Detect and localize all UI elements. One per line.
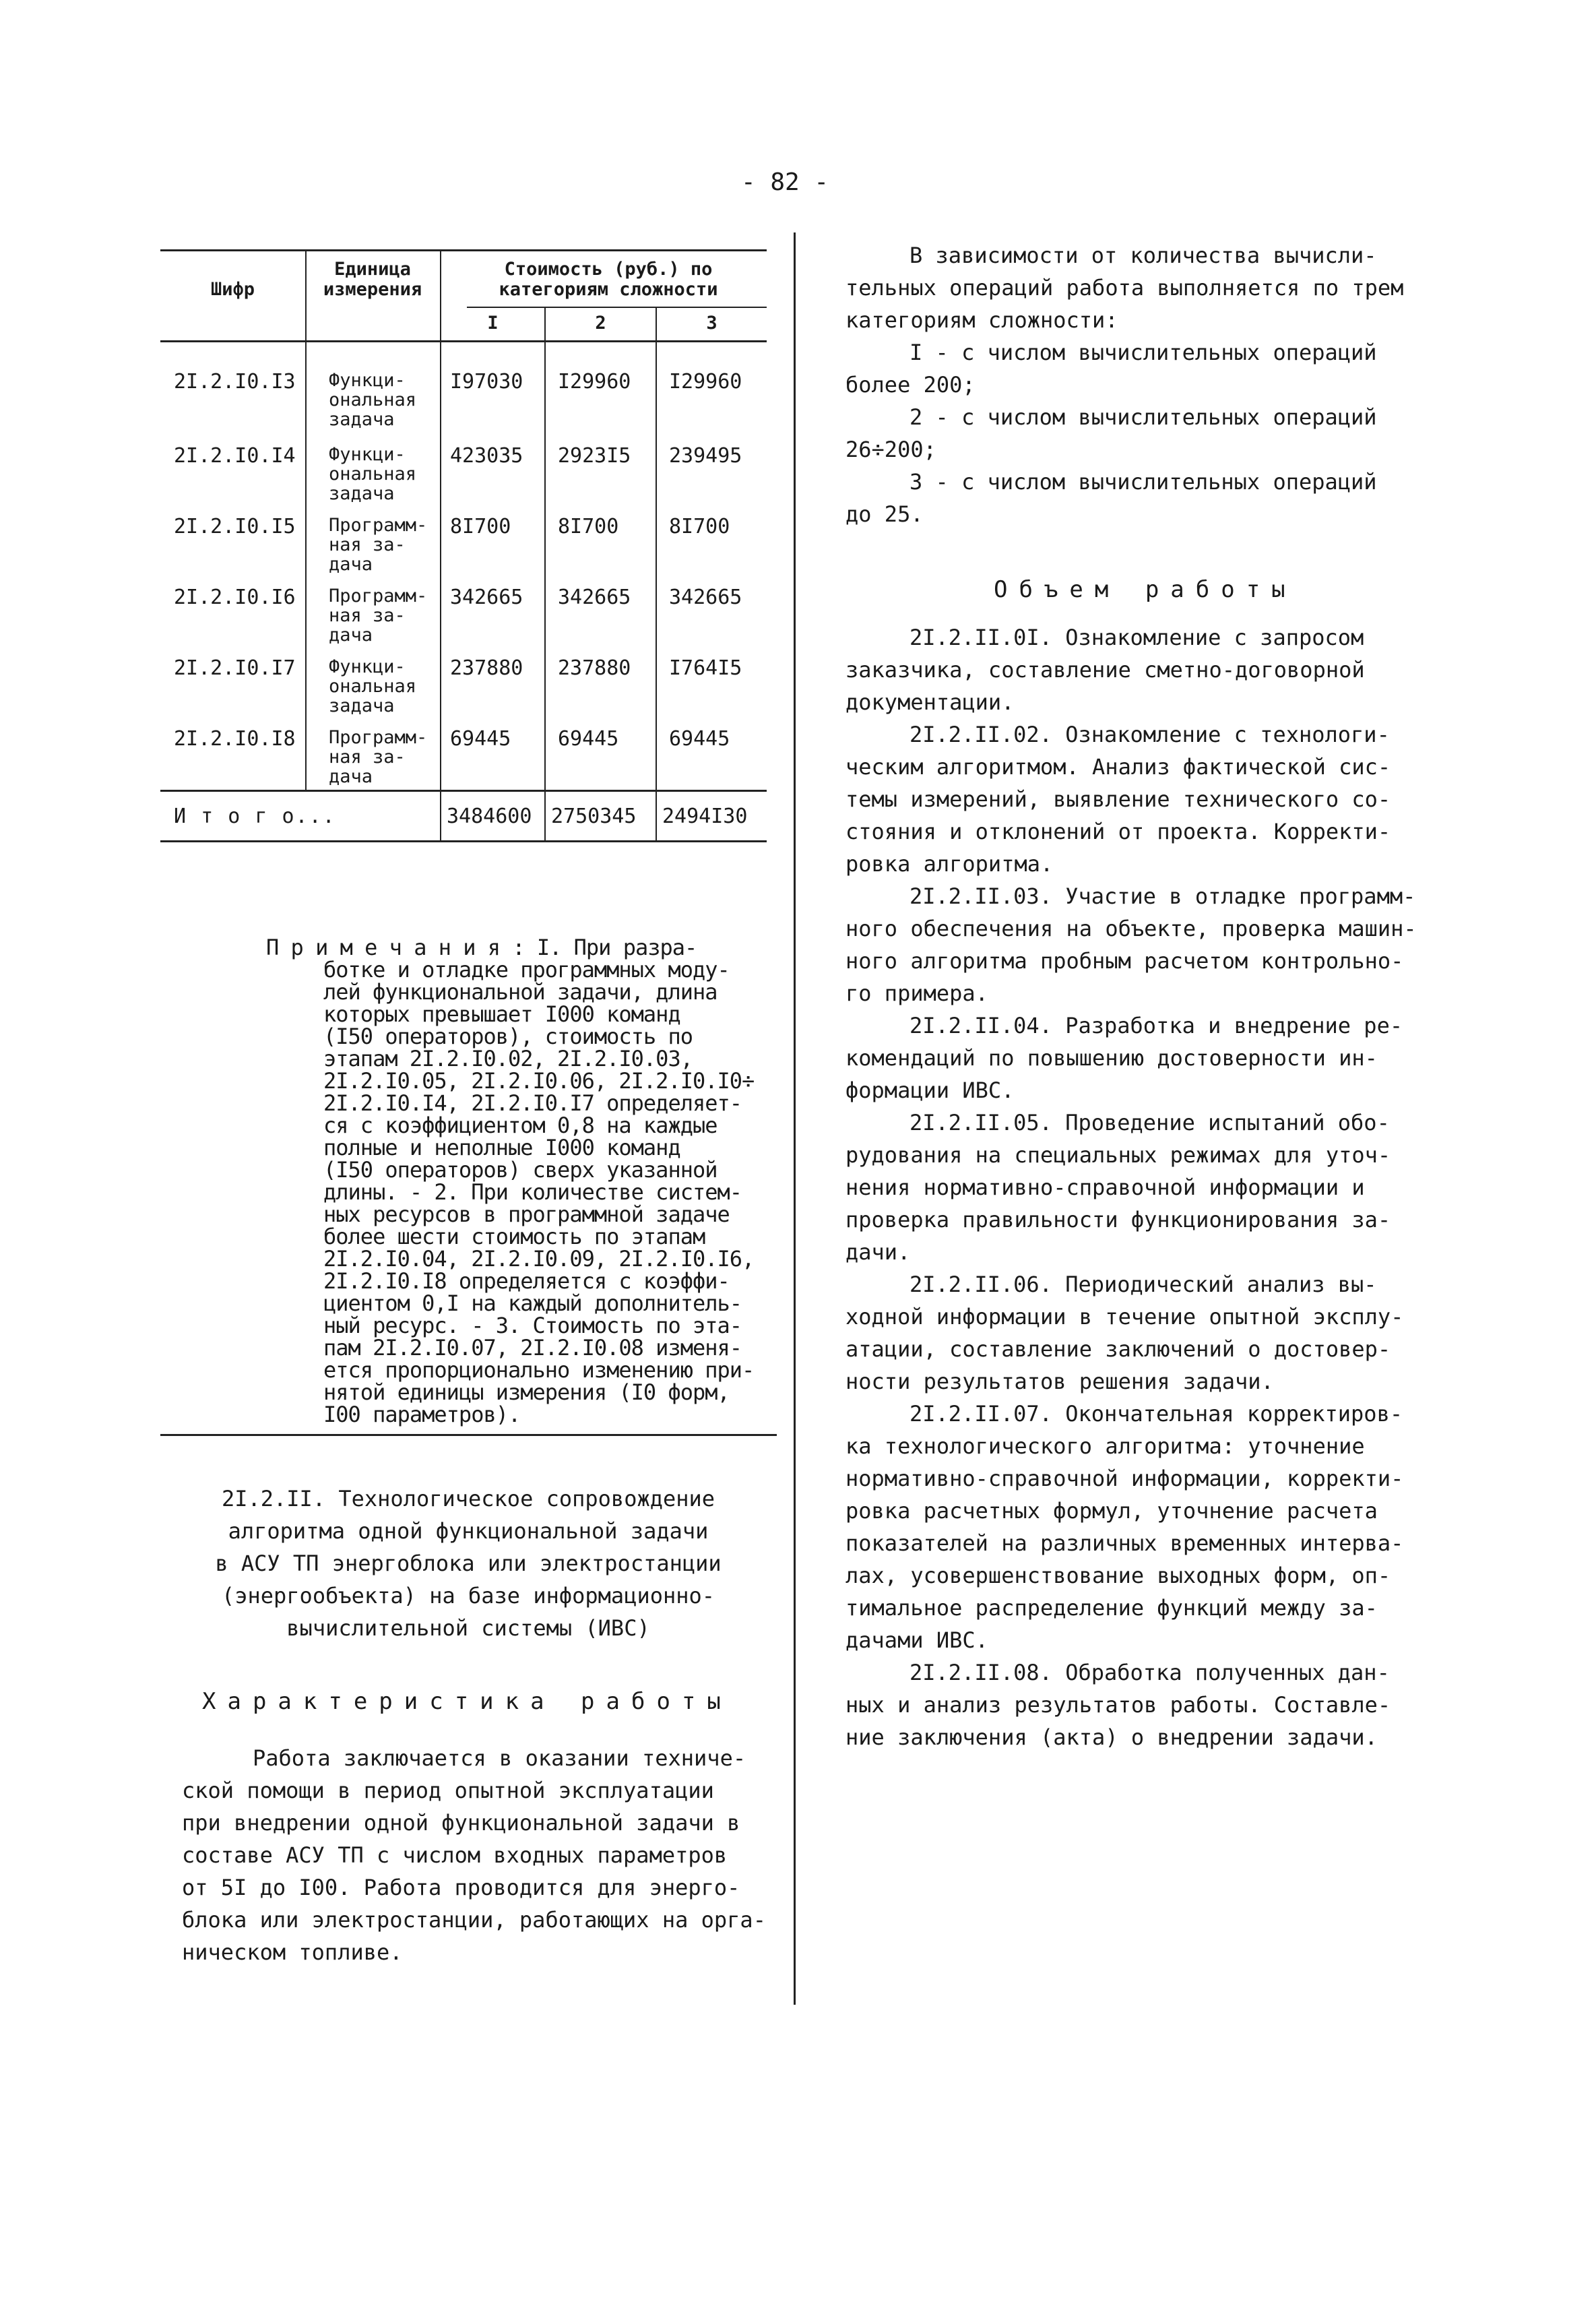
text-line: тельных операций работа выполняется по трем [845, 275, 1404, 301]
text-line: лах, усовершенствование выходных форм, оп- [845, 1563, 1391, 1588]
section-title-line: алгоритма одной функциональной задачи [228, 1518, 709, 1544]
notes-bottom-rule [160, 1434, 777, 1436]
table-total-c2: 2750345 [551, 805, 637, 828]
table-total-c3: 2494I30 [662, 805, 748, 828]
text-line: го примера. [845, 980, 988, 1006]
section-title-line: в АСУ ТП энергоблока или электростанции [215, 1551, 722, 1576]
table-header-cat-3: 3 [706, 313, 717, 334]
table-cell-c1: 423035 [450, 444, 523, 468]
text-line: нения нормативно-справочной информации и [845, 1175, 1365, 1200]
note-line: ный ресурс. - 3. Стоимость по эта- [323, 1313, 742, 1338]
table-header-code: Шифр [210, 279, 255, 300]
text-line: 2 - с числом вычислительных операций [909, 404, 1377, 430]
text-line: В зависимости от количества вычисли- [909, 243, 1377, 268]
text-line: 2I.2.II.03. Участие в отладке программ- [909, 883, 1416, 909]
note-line: 2I.2.I0.04, 2I.2.I0.09, 2I.2.I0.I6, [323, 1246, 755, 1272]
unit-line: ная за- [329, 605, 406, 626]
scope-of-work [845, 621, 1452, 1753]
text-line: ходной информации в течение опытной эксплу- [845, 1304, 1404, 1330]
unit-line: дача [329, 625, 373, 646]
unit-line: ональная [329, 389, 417, 410]
text-line: 2I.2.II.04. Разработка и внедрение ре- [909, 1013, 1403, 1038]
note-line: более шести стоимость по этапам [323, 1224, 705, 1249]
unit-line: дача [329, 766, 373, 787]
complexity-categories [845, 239, 1452, 530]
unit-line: ональная [329, 676, 417, 697]
table-cell-c2: 69445 [558, 727, 619, 751]
text-line: ных и анализ результатов работы. Составле- [845, 1692, 1391, 1718]
unit-line: Функци- [329, 370, 406, 391]
table-header-cost: Стоимость (руб.) по категориям сложности [499, 259, 718, 300]
text-line: ка технологического алгоритма: уточнение [845, 1433, 1365, 1459]
note-line: (I50 операторов), стоимость по [323, 1024, 693, 1049]
text-line: 2I.2.II.0I. Ознакомление с запросом [909, 625, 1364, 650]
table-row-unit [329, 445, 416, 503]
table-total-top-rule [160, 790, 767, 792]
text-line: ровка расчетных формул, уточнение расчета [845, 1498, 1378, 1524]
cost-table [160, 249, 770, 842]
text-line: 2I.2.II.07. Окончательная корректиров- [909, 1401, 1403, 1427]
text-line: заказчика, составление сметно-договорной [845, 657, 1365, 683]
note-line: полные и неполные I000 команд [323, 1135, 680, 1160]
table-header-cat-2: 2 [595, 313, 606, 334]
note-line: 2I.2.I0.I4, 2I.2.I0.I7 определяет- [323, 1090, 742, 1116]
section-title-line: 2I.2.II. Технологическое сопровождение [221, 1486, 715, 1511]
text-line: рудования на специальных режимах для уточ- [845, 1142, 1391, 1168]
table-notes [266, 937, 798, 1426]
table-total-label: И т о г о... [174, 805, 336, 828]
text-line: темы измерений, выявление технического со- [845, 786, 1391, 812]
table-cell-c3: 69445 [669, 727, 730, 751]
note-line: которых превышает I000 команд [323, 1001, 680, 1027]
unit-line: ная за- [329, 747, 406, 768]
section-title [162, 1482, 775, 1644]
text-line: ской помощи в период опытной эксплуатации [182, 1778, 714, 1803]
table-cell-c1: 237880 [450, 656, 523, 680]
table-vline-3 [544, 307, 546, 842]
note-line: I00 параметров). [323, 1402, 521, 1427]
unit-line: Функци- [329, 444, 406, 465]
note-line: 2I.2.I0.05, 2I.2.I0.06, 2I.2.I0.I0÷ [323, 1068, 755, 1094]
table-vline-4 [656, 307, 657, 842]
text-line: 2I.2.II.02. Ознакомление с технологи- [909, 722, 1390, 747]
note-line: 2I.2.I0.I8 определяется с коэффи- [323, 1268, 730, 1294]
unit-line: ная за- [329, 534, 406, 555]
text-line: при внедрении одной функциональной задачи в [182, 1810, 740, 1836]
table-cell-c2: 2923I5 [558, 444, 631, 468]
section-title-line: (энергообъекта) на базе информационно- [221, 1583, 715, 1609]
table-vline-1 [305, 249, 307, 790]
text-line: ческим алгоритмом. Анализ фактической сис- [845, 754, 1391, 780]
table-total-c1: 3484600 [447, 805, 532, 828]
text-line: дачи. [845, 1239, 911, 1265]
table-top-rule [160, 249, 767, 251]
text-line: Работа заключается в оказании техниче- [253, 1745, 746, 1771]
table-row-code: 2I.2.I0.I3 [174, 370, 296, 394]
note-line: ных ресурсов в программной задаче [323, 1201, 730, 1227]
text-line: комендаций по повышению достоверности ин- [845, 1045, 1378, 1071]
text-line: до 25. [845, 501, 924, 527]
text-line: 3 - с числом вычислительных операций [909, 469, 1377, 495]
text-line: ровка алгоритма. [845, 851, 1054, 877]
scope-heading: Объем работы [994, 576, 1297, 603]
text-line: формации ИВС. [845, 1078, 1015, 1103]
table-header-unit: Единица измерения [323, 259, 422, 300]
table-row-unit [329, 657, 416, 716]
table-cell-c1: 69445 [450, 727, 511, 751]
characteristics-text [182, 1742, 788, 1968]
table-cell-c2: I29960 [558, 370, 631, 394]
unit-line: задача [329, 695, 395, 716]
text-line: ническом топливе. [182, 1939, 403, 1965]
unit-line: ональная [329, 464, 417, 485]
table-row-code: 2I.2.I0.I5 [174, 515, 296, 538]
note-line: циентом 0,I на каждый дополнитель- [323, 1290, 742, 1316]
unit-line: дача [329, 554, 373, 575]
section-title-line: вычислительной системы (ИВС) [286, 1615, 650, 1641]
characteristics-heading: Характеристика работы [202, 1688, 732, 1715]
text-line: документации. [845, 689, 1015, 715]
unit-line: Программ- [329, 515, 428, 536]
table-vline-2 [440, 249, 441, 842]
table-row-code: 2I.2.I0.I8 [174, 727, 296, 751]
table-cell-c2: 8I700 [558, 515, 619, 538]
text-line: 2I.2.II.08. Обработка полученных дан- [909, 1660, 1390, 1685]
text-line: I - с числом вычислительных операций [909, 340, 1377, 365]
text-line: более 200; [845, 372, 976, 398]
text-line: ние заключения (акта) о внедрении задачи. [845, 1724, 1378, 1750]
text-line: от 5I до I00. Работа проводится для энерго- [182, 1875, 740, 1900]
table-row-code: 2I.2.I0.I6 [174, 586, 296, 609]
text-line: проверка правильности функционирования за- [845, 1207, 1391, 1232]
table-row-unit [329, 728, 427, 786]
text-line: стояния и отклонений от проекта. Корректи- [845, 819, 1391, 844]
table-row-code: 2I.2.I0.I4 [174, 444, 296, 468]
table-cell-c3: I764I5 [669, 656, 742, 680]
note-line: лей функциональной задачи, длина [323, 979, 717, 1005]
table-cell-c2: 342665 [558, 586, 631, 609]
table-header-rule [160, 340, 767, 342]
text-line: ности результатов решения задачи. [845, 1369, 1274, 1394]
text-line: ного алгоритма пробным расчетом контрольно- [845, 948, 1404, 974]
text-line: 2I.2.II.06. Периодический анализ вы- [909, 1272, 1377, 1297]
text-line: ного обеспечения на объекте, проверка машин- [845, 916, 1417, 941]
table-row-unit [329, 586, 427, 645]
unit-line: Программ- [329, 727, 428, 748]
text-line: 2I.2.II.05. Проведение испытаний обо- [909, 1110, 1390, 1135]
table-row-unit [329, 516, 427, 574]
note-line: ся с коэффициентом 0,8 на каждые [323, 1113, 717, 1138]
table-subheader-rule [467, 307, 767, 308]
table-cell-c1: 8I700 [450, 515, 511, 538]
unit-line: задача [329, 409, 395, 430]
text-line: составе АСУ ТП с числом входных параметров [182, 1842, 728, 1868]
table-cell-c2: 237880 [558, 656, 631, 680]
table-cell-c3: 8I700 [669, 515, 730, 538]
note-line: этапам 2I.2.I0.02, 2I.2.I0.03, [323, 1046, 693, 1071]
table-row-unit [329, 371, 416, 429]
table-total-bottom-rule [160, 840, 767, 842]
unit-line: Программ- [329, 586, 428, 606]
table-cell-c1: 342665 [450, 586, 523, 609]
table-row-code: 2I.2.I0.I7 [174, 656, 296, 680]
unit-line: Функци- [329, 656, 406, 677]
note-line: пам 2I.2.I0.07, 2I.2.I0.08 изменя- [323, 1335, 742, 1361]
table-cell-c3: 342665 [669, 586, 742, 609]
note-line: нятой единицы измерения (I0 форм, [323, 1379, 730, 1405]
table-cell-c3: I29960 [669, 370, 742, 394]
text-line: блока или электростанции, работающих на орга- [182, 1907, 766, 1933]
table-header-cat-1: I [487, 313, 499, 334]
text-line: нормативно-справочной информации, корректи- [845, 1466, 1404, 1491]
text-line: дачами ИВС. [845, 1627, 988, 1653]
page-number: - 82 - [741, 168, 829, 196]
text-line: 26÷200; [845, 437, 936, 462]
note-line: длины. - 2. При количестве систем- [323, 1179, 742, 1205]
unit-line: задача [329, 483, 395, 504]
note-line: ботке и отладке программных моду- [323, 957, 730, 982]
text-line: атации, составление заключений о достовер- [845, 1336, 1391, 1362]
table-cell-c1: I97030 [450, 370, 523, 394]
text-line: показателей на различных временных интерва- [845, 1530, 1404, 1556]
note-line: (I50 операторов) сверх указанной [323, 1157, 717, 1183]
table-cell-c3: 239495 [669, 444, 742, 468]
text-line: тимальное распределение функций между за- [845, 1595, 1378, 1621]
note-line: П р и м е ч а н и я : I. При разра- [266, 935, 697, 960]
text-line: категориям сложности: [845, 307, 1118, 333]
note-line: ется пропорционально изменению при- [323, 1357, 755, 1383]
